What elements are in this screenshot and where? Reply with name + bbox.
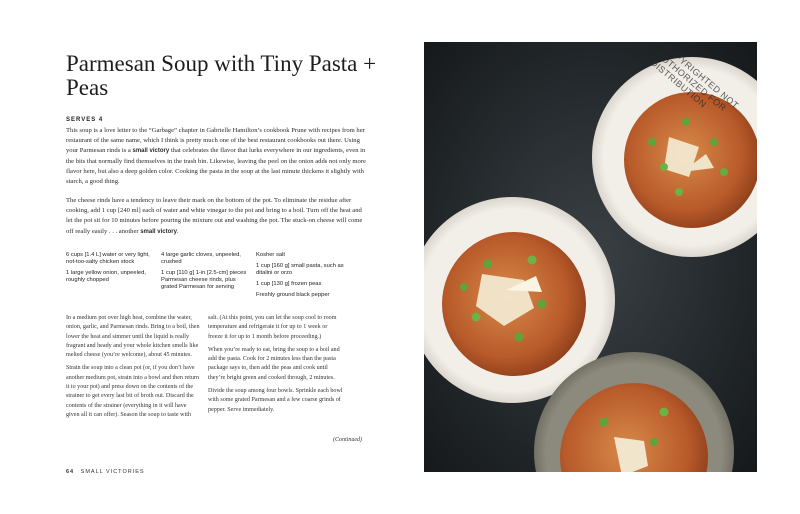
method-paragraph: Strain the soup into a clean pot (or, if you don’t have another medium pot, strain into a bowl and then return it to your pot) and press down on the contents of the strainer to get every last bit of broth out. Discard the contents of the strainer (everything in it will have given all it can offer). Season the soup to taste with — [66, 365, 200, 418]
ingredient-item: 6 cups [1.4 L] water or very light, not-too-salty chicken stock — [66, 252, 150, 265]
ingredient-item: 1 cup [160 g] small pasta, such as ditalini or orzo — [256, 263, 344, 276]
intro-text: This soup is a love letter to the “Garbage” chapter in Gabrielle Hamilton’s cookbook Prune with recipes from her restaurant of the same name, which I think is pretty much one of the best restaurant cookbooks out there. Using your Parmesan rinds is a — [66, 127, 365, 155]
intro-text: The cheese rinds have a tendency to leave their mark on the bottom of the pot. To eliminate the residue after cooking, add 1 cup [240 ml] each of water and white vinegar to the pot and bring to a boil. Turn off the heat and let the pot sit for 10 minutes before pouring the mixture out and washing the pot. The stuck-on cheese will come off really easily . . . another — [66, 197, 363, 235]
method-paragraph: When you’re ready to eat, bring the soup to a boil and add the pasta. Cook for 2 minutes less than the pasta package says to, then add the peas and cook until they’re bright green and cooked through, 2 minutes. — [208, 346, 340, 381]
method-column-1 — [66, 314, 201, 424]
serves-label: SERVES 4 — [66, 117, 104, 123]
ingredient-item: Freshly ground black pepper — [256, 292, 330, 298]
method-column-2 — [208, 314, 343, 419]
intro-paragraph-1 — [66, 126, 366, 187]
ingredient-item: 1 cup [130 g] frozen peas — [256, 281, 322, 287]
copyright-watermark: COPYRIGHTED NOT AUTHORIZED FOR DISTRIBUTION — [648, 42, 741, 114]
method-paragraph: Divide the soup among four bowls. Sprinkle each bowl with some grated Parmesan and a few coarse grinds of pepper. Serve immediately. — [208, 388, 343, 413]
page-footer — [66, 469, 145, 475]
section-name: SMALL VICTORIES — [80, 469, 145, 475]
intro-text: that celebrates the flavor that lurks everywhere in our ingredients, even in the bits that normally find themselves in the trash bin. Likewise, leaving the peel on the onion adds not only more flavor here, but also a deep golden color. Cooking the pasta in the soup at the last minute thickens it slightly with starch, a good thing. — [66, 147, 366, 186]
recipe-title: Parmesan Soup with Tiny Pasta + Peas — [66, 51, 377, 100]
method-paragraph: In a medium pot over high heat, combine the water, onion, garlic, and Parmesan rinds. Bring to a boil, then lower the heat and simmer until the liquid is really fragrant and heady and your whole kitchen smells like melted cheese (you’re welcome), about 45 minutes. — [66, 315, 200, 359]
intro-text: . — [176, 227, 179, 235]
intro-paragraph-2 — [66, 196, 366, 237]
continued-label: (Continued) — [333, 437, 362, 443]
bold-phrase: small victory — [132, 148, 170, 155]
ingredient-item: Kosher salt — [256, 252, 285, 258]
ingredient-item: 1 large yellow onion, unpeeled, roughly chopped — [66, 270, 146, 283]
ingredients-column-3 — [256, 252, 348, 303]
ingredients-column-1 — [66, 252, 158, 288]
page-number: 64 — [66, 469, 75, 475]
method-paragraph: salt. (At this point, you can let the soup cool to room temperature and refrigerate it for up to 1 week or freeze it for up to 1 month before proceeding.) — [208, 315, 337, 340]
ingredient-item: 1 cup [110 g] 1-in [2.5-cm] pieces Parmesan cheese rinds, plus grated Parmesan for serving — [161, 270, 247, 290]
ingredient-item: 4 large garlic cloves, unpeeled, crushed — [161, 252, 241, 265]
ingredients-column-2 — [161, 252, 253, 295]
bold-phrase: small victory — [140, 228, 177, 235]
